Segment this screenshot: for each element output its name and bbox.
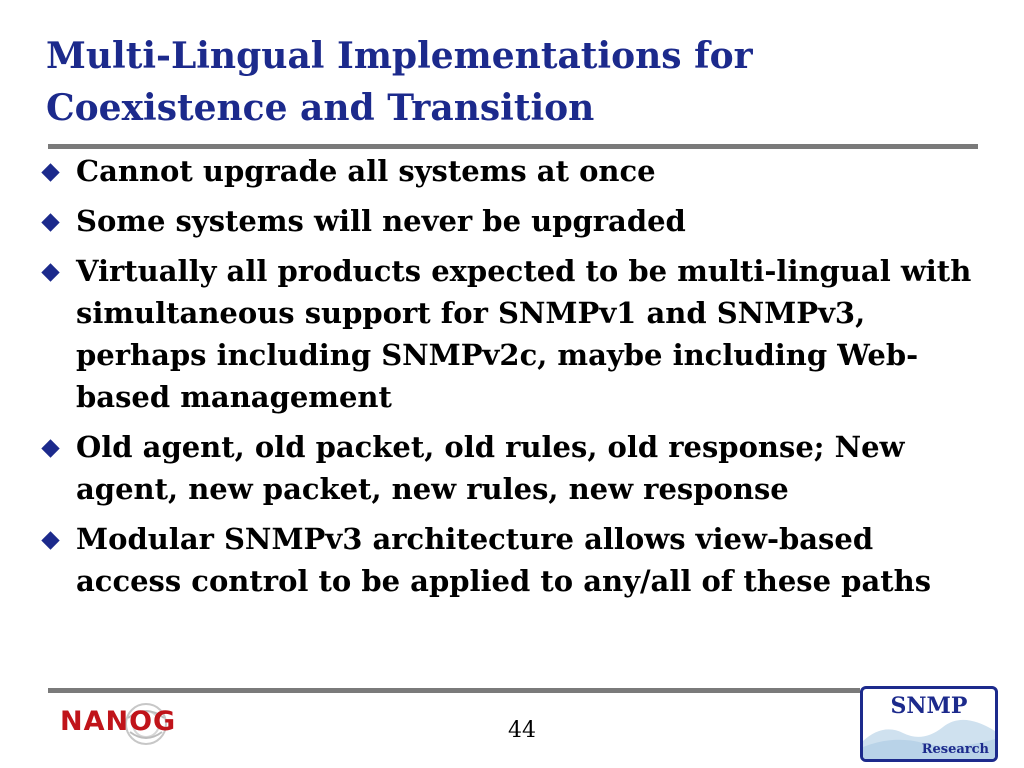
snmp-research-logo-icon xyxy=(860,686,998,762)
bullet-text: Modular SNMPv3 architecture allows view-based access control to be applied to any/all of these paths xyxy=(76,522,932,598)
slide-title: Multi-Lingual Implementations for Coexistence and Transition xyxy=(46,35,753,129)
bullet-text: Cannot upgrade all systems at once xyxy=(76,154,656,188)
diamond-bullet-icon xyxy=(41,163,59,181)
bullet-item xyxy=(38,426,988,510)
footer-divider xyxy=(48,688,860,693)
diamond-bullet-icon xyxy=(41,213,59,231)
diamond-bullet-icon xyxy=(41,263,59,281)
bullet-item xyxy=(38,250,988,418)
bullet-item xyxy=(38,150,988,192)
page-number: 44 xyxy=(508,718,536,743)
diamond-bullet-icon xyxy=(41,439,59,457)
bullet-item xyxy=(38,518,988,602)
nanog-logo-text: NANOG xyxy=(60,706,177,737)
bullet-text: Some systems will never be upgraded xyxy=(76,204,686,238)
title-divider xyxy=(48,144,978,149)
bullet-text: Virtually all products expected to be multi-lingual with simultaneous support for SNMPv1 and SNMPv3, perhaps including SNMPv2c, maybe including Web-based management xyxy=(76,254,972,414)
bullet-item xyxy=(38,200,988,242)
snmp-logo-text: SNMP xyxy=(890,693,968,719)
bullet-text: Old agent, old packet, old rules, old response; New agent, new packet, new rules, new response xyxy=(76,430,905,506)
bullet-list xyxy=(38,150,988,610)
diamond-bullet-icon xyxy=(41,531,59,549)
nanog-logo-icon xyxy=(58,700,218,754)
snmp-logo-subtitle: Research xyxy=(921,742,989,757)
